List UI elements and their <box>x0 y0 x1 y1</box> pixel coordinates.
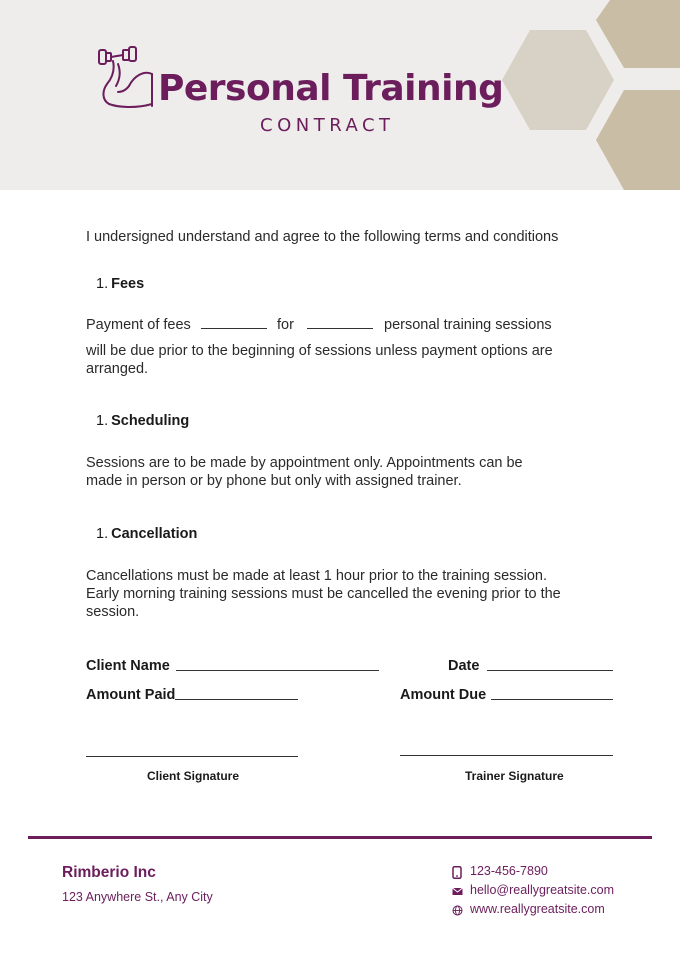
fees-amount-blank[interactable] <box>201 328 267 329</box>
fees-text-part2: for <box>277 317 294 333</box>
contract-subtitle: CONTRACT <box>260 115 395 136</box>
amount-due-label: Amount Due <box>400 687 487 703</box>
phone-icon <box>452 866 462 879</box>
section-heading-cancellation <box>96 526 197 542</box>
section-number: 1. <box>96 413 109 429</box>
date-label: Date <box>448 658 480 674</box>
section-heading-scheduling <box>96 413 189 429</box>
section-number: 1. <box>96 526 109 542</box>
amount-due-field[interactable] <box>491 699 613 700</box>
email-icon <box>452 885 463 897</box>
section-title: Cancellation <box>111 526 198 542</box>
client-signature-line[interactable] <box>86 756 298 757</box>
globe-icon <box>452 904 463 916</box>
client-signature-label: Client Signature <box>147 769 240 783</box>
fees-text-line2: will be due prior to the beginning of sessions unless payment options are <box>86 343 553 359</box>
flexing-arm-logo <box>96 44 156 112</box>
amount-paid-label: Amount Paid <box>86 687 176 703</box>
company-name: Rimberio Inc <box>62 864 156 881</box>
section-title: Fees <box>111 276 145 292</box>
client-name-label: Client Name <box>86 658 170 674</box>
header-banner <box>0 0 680 190</box>
section-number: 1. <box>96 276 109 292</box>
cancellation-text-line3: session. <box>86 604 140 620</box>
scheduling-text-line1: Sessions are to be made by appointment only. Appointments can be <box>86 455 523 471</box>
hexagon-top <box>596 0 680 68</box>
contract-title: Personal Training <box>158 68 504 109</box>
cancellation-text-line1: Cancellations must be made at least 1 hour prior to the training session. <box>86 568 548 584</box>
sessions-count-blank[interactable] <box>307 328 373 329</box>
intro-text: I undersigned understand and agree to the following terms and conditions <box>86 229 559 245</box>
client-name-field[interactable] <box>176 670 379 671</box>
section-heading-fees <box>96 276 144 292</box>
fees-text-line3: arranged. <box>86 361 149 377</box>
date-field[interactable] <box>487 670 613 671</box>
cancellation-text-line2: Early morning training sessions must be cancelled the evening prior to the <box>86 586 561 602</box>
website-text: www.reallygreatsite.com <box>470 902 605 916</box>
section-title: Scheduling <box>111 413 190 429</box>
scheduling-text-line2: made in person or by phone but only with assigned trainer. <box>86 473 462 489</box>
trainer-signature-line[interactable] <box>400 755 613 756</box>
fees-text-part1: Payment of fees <box>86 317 191 333</box>
trainer-signature-label: Trainer Signature <box>465 769 564 783</box>
fees-text-part3: personal training sessions <box>384 317 552 333</box>
hexagon-light <box>502 30 614 130</box>
email-text: hello@reallygreatsite.com <box>470 883 615 897</box>
company-address: 123 Anywhere St., Any City <box>62 890 213 904</box>
amount-paid-field[interactable] <box>175 699 298 700</box>
footer-divider <box>28 836 652 839</box>
phone-text: 123-456-7890 <box>470 864 548 878</box>
hexagon-bottom <box>596 90 680 190</box>
